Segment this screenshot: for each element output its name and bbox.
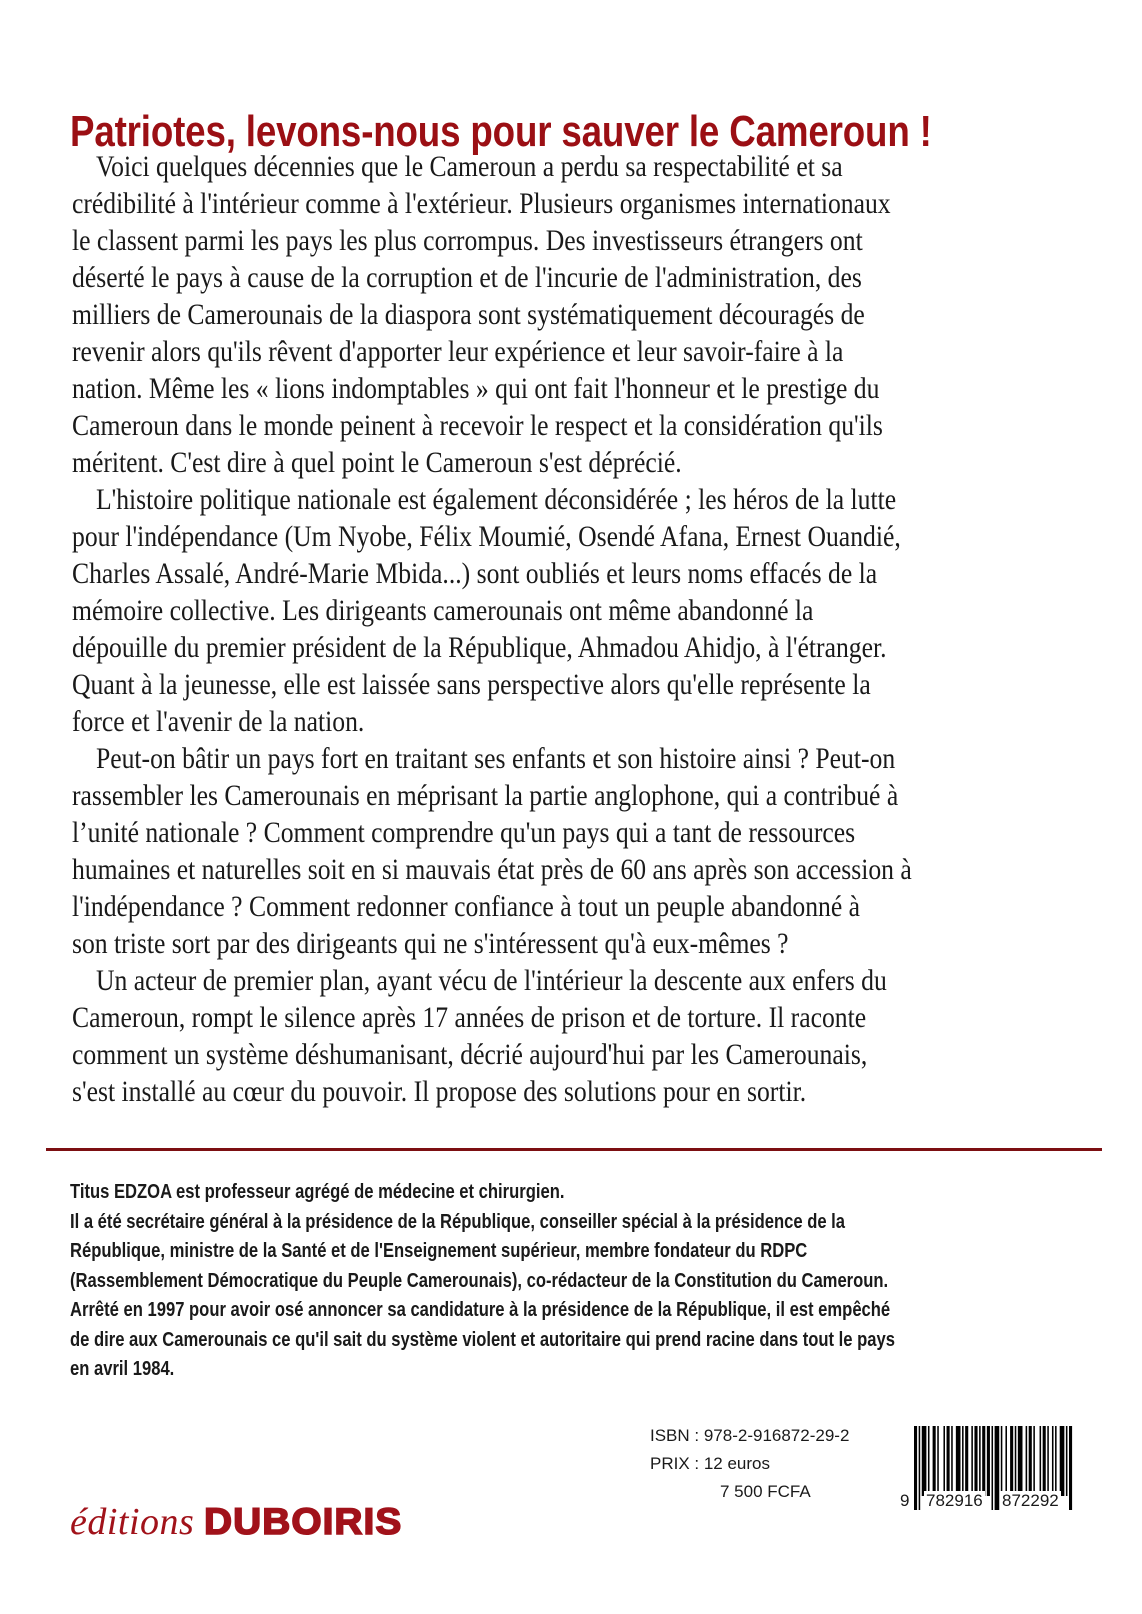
blurb-line: Cameroun dans le monde peinent à recevoir le respect et la considération qu'ils [72,409,883,442]
barcode-lead-digit: 9 [900,1491,910,1510]
blurb-line: Cameroun, rompt le silence après 17 années de prison et de torture. Il raconte [72,1001,867,1034]
blurb-line: comment un système déshumanisant, décrié aujourd'hui par les Camerounais, [72,1038,868,1071]
blurb-line: force et l'avenir de la nation. [72,705,365,738]
blurb-line: déserté le pays à cause de la corruption et de l'incurie de l'administration, des [72,261,862,294]
publisher-logo [70,1500,403,1544]
blurb-line: rassembler les Camerounais en méprisant la partie anglophone, qui a contribué à [72,779,899,812]
blurb-line: Quant à la jeunesse, elle est laissée sans perspective alors qu'elle représente la [72,668,871,701]
blurb-line: nation. Même les « lions indomptables » qui ont fait l'honneur et le prestige du [72,372,880,405]
blurb-line: l’unité nationale ? Comment comprendre qu'un pays qui a tant de ressources [72,816,856,849]
blurb-line: mémoire collective. Les dirigeants camerounais ont même abandonné la [72,594,814,627]
blurb-line: son triste sort par des dirigeants qui ne s'intéressent qu'à eux-mêmes ? [72,927,789,960]
divider-rule [46,1148,1102,1151]
bio-line: Il a été secrétaire général à la présidence de la République, conseiller spécial à la présidence de la [70,1210,846,1233]
barcode-right-digits: 872292 [1002,1491,1059,1510]
publisher-name: DUBOIRIS [204,1501,403,1542]
blurb-line: crédibilité à l'intérieur comme à l'extérieur. Plusieurs organismes internationaux [72,187,891,220]
blurb-line: revenir alors qu'ils rêvent d'apporter leur expérience et leur savoir-faire à la [72,335,844,368]
author-bio [70,1178,1099,1385]
blurb-line: le classent parmi les pays les plus corrompus. Des investisseurs étrangers ont [72,224,863,257]
bio-line: Arrêté en 1997 pour avoir osé annoncer sa candidature à la présidence de la République, il est empêché [70,1299,891,1321]
price-euros: PRIX : 12 euros [650,1454,771,1473]
blurb-line: pour l'indépendance (Um Nyobe, Félix Moumié, Osendé Afana, Ernest Ouandié, [72,520,901,553]
blurb-line: dépouille du premier président de la République, Ahmadou Ahidjo, à l'étranger. [72,631,887,664]
blurb-line: Peut-on bâtir un pays fort en traitant ses enfants et son histoire ainsi ? Peut-on [95,742,896,775]
bio-line: (Rassemblement Démocratique du Peuple Camerounais), co-rédacteur de la Constitution du Cameroun. [70,1269,889,1292]
blurb-line: milliers de Camerounais de la diaspora sont systématiquement découragés de [72,298,865,331]
bio-line: République, ministre de la Santé et de l'Enseignement supérieur, membre fondateur du RDPC [70,1240,808,1262]
blurb-line: l'indépendance ? Comment redonner confiance à tout un peuple abandonné à [72,890,861,923]
publisher-prefix: éditions [70,1501,195,1543]
pricing-block [650,1422,849,1506]
blurb-line: s'est installé au cœur du pouvoir. Il propose des solutions pour en sortir. [72,1075,807,1108]
blurb-line: Charles Assalé, André-Marie Mbida...) sont oubliés et leurs noms effacés de la [72,557,878,590]
blurb-line: L'histoire politique nationale est également déconsidérée ; les héros de la lutte [95,483,897,516]
blurb-line: Un acteur de premier plan, ayant vécu de l'intérieur la descente aux enfers du [95,964,887,997]
cover-title: Patriotes, levons-nous pour sauver le Cameroun ! [70,107,932,157]
price-fcfa: 7 500 FCFA [720,1482,811,1501]
barcode-left-digits: 782916 [926,1491,983,1510]
bio-line: de dire aux Camerounais ce qu'il sait du système violent et autoritaire qui prend racine dans tout le pays [70,1328,895,1351]
bio-line: Titus EDZOA est professeur agrégé de médecine et chirurgien. [70,1181,565,1203]
blurb-line: méritent. C'est dire à quel point le Cameroun s'est déprécié. [72,446,682,479]
bio-line: en avril 1984. [70,1358,175,1380]
blurb-line: humaines et naturelles soit en si mauvais état près de 60 ans après son accession à [72,853,912,886]
isbn-text: ISBN : 978-2-916872-29-2 [650,1426,850,1445]
blurb-text [72,148,1072,1110]
blurb-line: Voici quelques décennies que le Cameroun a perdu sa respectabilité et sa [95,150,843,183]
